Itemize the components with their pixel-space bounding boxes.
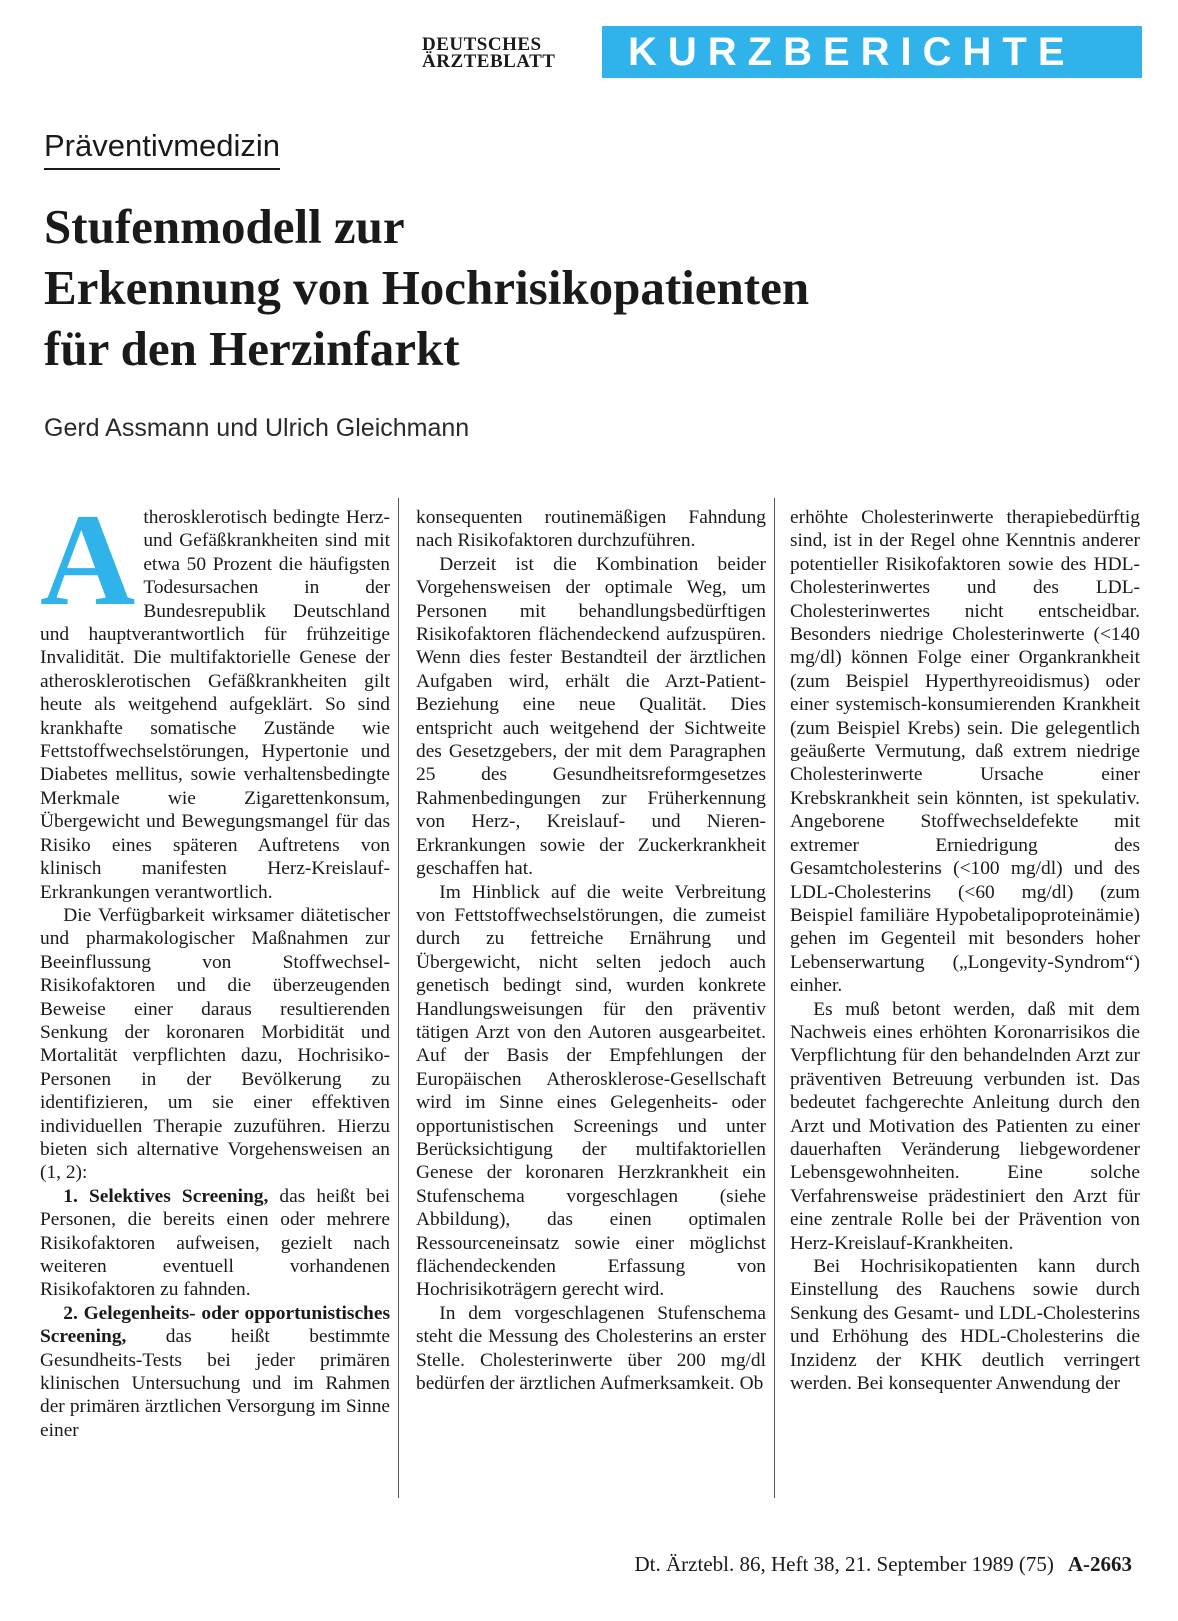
paragraph: Derzeit ist die Kombination beider Vorgehensweisen der optimale Weg, um Personen mit behandlungsbedürftigen Risikofaktoren flächendeckend aufzuspüren. Wenn dies fester Bestandteil der ärztlichen Aufgaben wird, erhält die Arzt-Patient-Beziehung eine neue Qualität. Dies entspricht auch weitgehend der Sichtweite des Gesetzgebers, der mit dem Paragraphen 25 des Gesundheitsreformgesetzes Rahmenbedingungen zur Früherkennung von Herz-, Kreislauf- und Nieren-Erkrankungen sowie der Zuckerkrankheit geschaffen hat. xyxy=(416,553,766,880)
paragraph: konsequenten routinemäßigen Fahndung nach Risikofaktoren durchzuführen. xyxy=(416,507,766,552)
paragraph-text: das heißt bestimmte Gesundheits-Tests bei jeder primären klinischen Untersuchung und im Rahmen der primären ärztlichen Versorgung im Sinne einer xyxy=(40,1326,390,1441)
paragraph: Es muß betont werden, daß mit dem Nachweis eines erhöhten Koronarrisikos die Verpflichtung für den behandelnden Arzt zur präventiven Betreuung verbunden ist. Das bedeutet fachgerechte Anleitung durch den Arzt und Motivation des Patienten zu einer dauerhaften Veränderung liebgewordener Lebensgewohnheiten. Eine solche Verfahrensweise prädestiniert den Arzt für eine zentrale Rolle bei der Prävention von Herz-Kreislauf-Krankheiten. xyxy=(790,998,1140,1254)
journal-logo xyxy=(422,36,555,70)
text-column-1 xyxy=(40,486,390,1442)
article-headline xyxy=(44,196,1144,379)
paragraph: Bei Hochrisikopatienten kann durch Einstellung des Rauchens sowie durch Senkung des Gesamt- und LDL-Cholesterins und Erhöhung des HDL-Cholesterins die Inzidenz der KHK deutlich verringert werden. Bei konsequenter Anwendung der xyxy=(790,1256,1140,1395)
headline-line-3: für den Herzinfarkt xyxy=(44,321,460,376)
column-divider xyxy=(398,498,399,1498)
paragraph-text: therosklerotisch bedingte Herz- und Gefäßkrankheiten sind mit etwa 50 Prozent die häufigsten Todesursachen in der Bundesrepublik Deutschland und hauptverantwortlich für frühzeitige Invalidität. Die multifaktorielle Genese der atherosklerotischen Gefäßkrankheiten gilt heute als weitgehend aufgeklärt. So sind krankhafte somatische Zustände wie Fettstoffwechselstörungen, Hypertonie und Diabetes mellitus, sowie verhaltensbedingte Merkmale wie Zigarettenkonsum, Übergewicht und Bewegungsmangel für das Risiko eines späteren Auftretens von klinisch manifesten Herz-Kreislauf-Erkrankungen verantwortlich. xyxy=(40,507,390,903)
headline-line-1: Stufenmodell zur xyxy=(44,199,405,254)
paragraph xyxy=(40,1185,390,1302)
paragraph: In dem vorgeschlagenen Stufenschema steht die Messung des Cholesterins an erster Stelle. Cholesterinwerte über 200 mg/dl bedürfen der ärztlichen Aufmerksamkeit. Ob xyxy=(416,1302,766,1395)
paragraph-text: das heißt bei Personen, die bereits einen oder mehrere Risikofaktoren aufweisen, gezielt nach weiteren eventuell vorhandenen Risikofaktoren zu fahnden. xyxy=(40,1185,390,1301)
paragraph: Im Hinblick auf die weite Verbreitung von Fettstoffwechselstörungen, die zumeist durch zu fettreiche Ernährung und Übergewicht, nicht selten jedoch auch genetisch bedingt sind, wurden konkrete Handlungsweisungen für den präventiv tätigen Arzt von den Autoren ausgearbeitet. Auf der Basis der Empfehlungen der Europäischen Atherosklerose-Gesellschaft wird im Sinne eines Gelegenheits- oder opportunistischen Screenings und unter Berücksichtigung der multifaktoriellen Genese der koronaren Herzkrankheit ein Stufenschema vorgeschlagen (siehe Abbildung), das einen optimalen Ressourceneinsatz sowie einer möglichst flächendeckenden Erfassung von Hochrisikoträgern gerecht wird. xyxy=(416,881,766,1301)
drop-cap: A xyxy=(40,486,136,633)
list-heading: 2. Gelegenheits- oder opportunistisches Screening, xyxy=(40,1302,390,1348)
citation: Dt. Ärztebl. 86, Heft 38, 21. September 1989 (75) xyxy=(634,1552,1054,1576)
headline-line-2: Erkennung von Hochrisikopatienten xyxy=(44,260,810,315)
section-banner: KURZBERICHTE xyxy=(602,26,1142,78)
paragraph: Die Verfügbarkeit wirksamer diätetischer und pharmakologischer Maßnahmen zur Beeinflussung von Stoffwechsel-Risikofaktoren und die überzeugenden Beweise einer daraus resultierenden Senkung der koronaren Morbidität und Mortalität verpflichten dazu, Hochrisiko-Personen in der Bevölkerung zu identifizieren, um sie einer effektiven individuellen Therapie zuzuführen. Hierzu bieten sich alternative Vorgehensweisen an (1, 2): xyxy=(40,904,390,1184)
article-authors: Gerd Assmann und Ulrich Gleichmann xyxy=(44,414,470,442)
paragraph: erhöhte Cholesterinwerte therapiebedürftig sind, ist in der Regel ohne Kenntnis anderer potentieller Risikofaktoren sowie des HDL-Cholesterinwertes und des LDL-Cholesterinwertes nicht entscheidbar. Besonders niedrige Cholesterinwerte (<140 mg/dl) können Folge einer Organkrankheit (zum Beispiel Hyperthyreoidismus) oder einer systemisch-konsumierenden Krankheit (zum Beispiel Krebs) sein. Die gelegentlich geäußerte Vermutung, daß extrem niedrige Cholesterinwerte Ursache einer Krebskrankheit sein könnten, ist spekulativ. Angeborene Stoffwechseldefekte mit extremer Erniedrigung des Gesamtcholesterins (<100 mg/dl) und des LDL-Cholesterins (<60 mg/dl) (zum Beispiel familiäre Hypobetalipoproteinämie) gehen im Gegenteil mit besonders hoher Lebenserwartung („Longevity-Syndrom“) einher. xyxy=(790,507,1140,997)
logo-line-2: ÄRZTEBLATT xyxy=(422,51,556,72)
article-kicker: Präventivmedizin xyxy=(44,128,280,170)
text-column-3 xyxy=(790,506,1140,1395)
column-divider xyxy=(774,498,775,1498)
text-column-2 xyxy=(416,506,766,1395)
logo-line-1: DEUTSCHES xyxy=(422,34,542,55)
paragraph xyxy=(40,1302,390,1442)
list-heading: 1. Selektives Screening, xyxy=(63,1185,269,1207)
paragraph xyxy=(40,486,390,904)
page-number: A-2663 xyxy=(1067,1552,1132,1576)
page-footer xyxy=(635,1552,1133,1577)
